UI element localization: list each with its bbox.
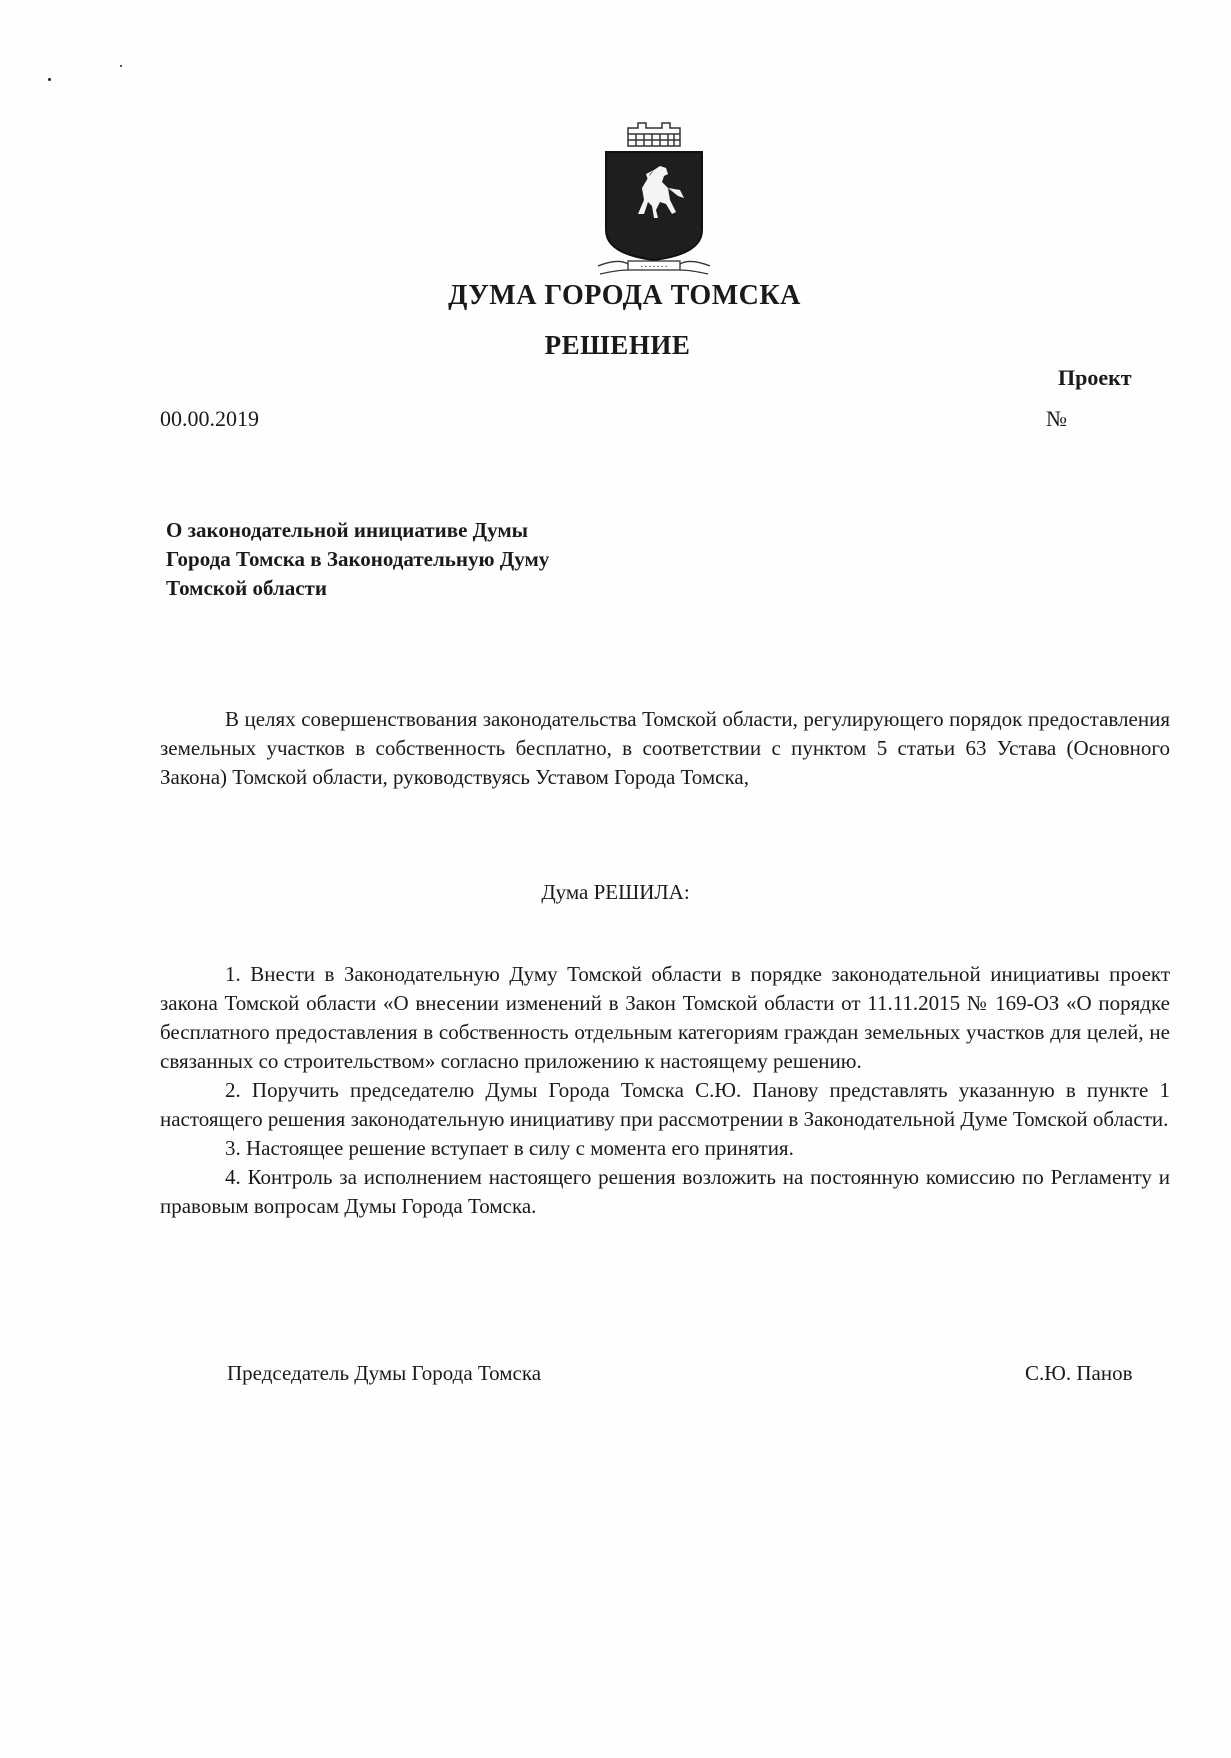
- subject-line: Города Томска в Законодательную Думу: [166, 547, 550, 571]
- svg-text:• • • • • • •: • • • • • • •: [640, 265, 668, 270]
- scan-speck: [120, 65, 122, 67]
- signatory-position: Председатель Думы Города Томска: [227, 1361, 542, 1385]
- scan-speck: [48, 78, 51, 81]
- decision-heading: Дума РЕШИЛА:: [541, 880, 690, 904]
- document-number-label: №: [1046, 406, 1067, 431]
- tomsk-coat-of-arms-icon: [598, 118, 710, 286]
- decision-item: 2. Поручить председателю Думы Города Томска С.Ю. Панову представлять указанную в пункте 1 настоящего решения законодательную инициативу при рассмотрении в Законодательной Думе Томской области.: [160, 1078, 1170, 1131]
- decision-items: [160, 960, 1170, 1221]
- subject-line: О законодательной инициативе Думы: [166, 518, 529, 542]
- document-type-title: РЕШЕНИЕ: [544, 330, 691, 360]
- decision-item: 3. Настоящее решение вступает в силу с момента его принятия.: [225, 1136, 794, 1160]
- organization-title: ДУМА ГОРОДА ТОМСКА: [448, 280, 801, 311]
- decision-item: 4. Контроль за исполнением настоящего решения возложить на постоянную комиссию по Регламенту и правовым вопросам Думы Города Томска.: [160, 1165, 1170, 1218]
- signatory-name: С.Ю. Панов: [1025, 1361, 1133, 1385]
- preamble-paragraph: В целях совершенствования законодательства Томской области, регулирующего порядок предоставления земельных участков в собственность бесплатно, в соответствии с пунктом 5 статьи 63 Устава (Основного Закона) Томской области, руководствуясь Уставом Города Томска,: [160, 707, 1170, 789]
- decision-item: 1. Внести в Законодательную Думу Томской области в порядке законодательной инициативы проект закона Томской области «О внесении изменений в Закон Томской области от 11.11.2015 № 169-ОЗ «О порядке бесплатного предоставления в собственность отдельным категориям граждан земельных участков для целей, не связанных со строительством» согласно приложению к настоящему решению.: [160, 962, 1170, 1073]
- document-subject: [166, 516, 646, 603]
- subject-line: Томской области: [166, 576, 327, 600]
- draft-label: Проект: [1058, 365, 1132, 390]
- document-date: 00.00.2019: [160, 406, 259, 431]
